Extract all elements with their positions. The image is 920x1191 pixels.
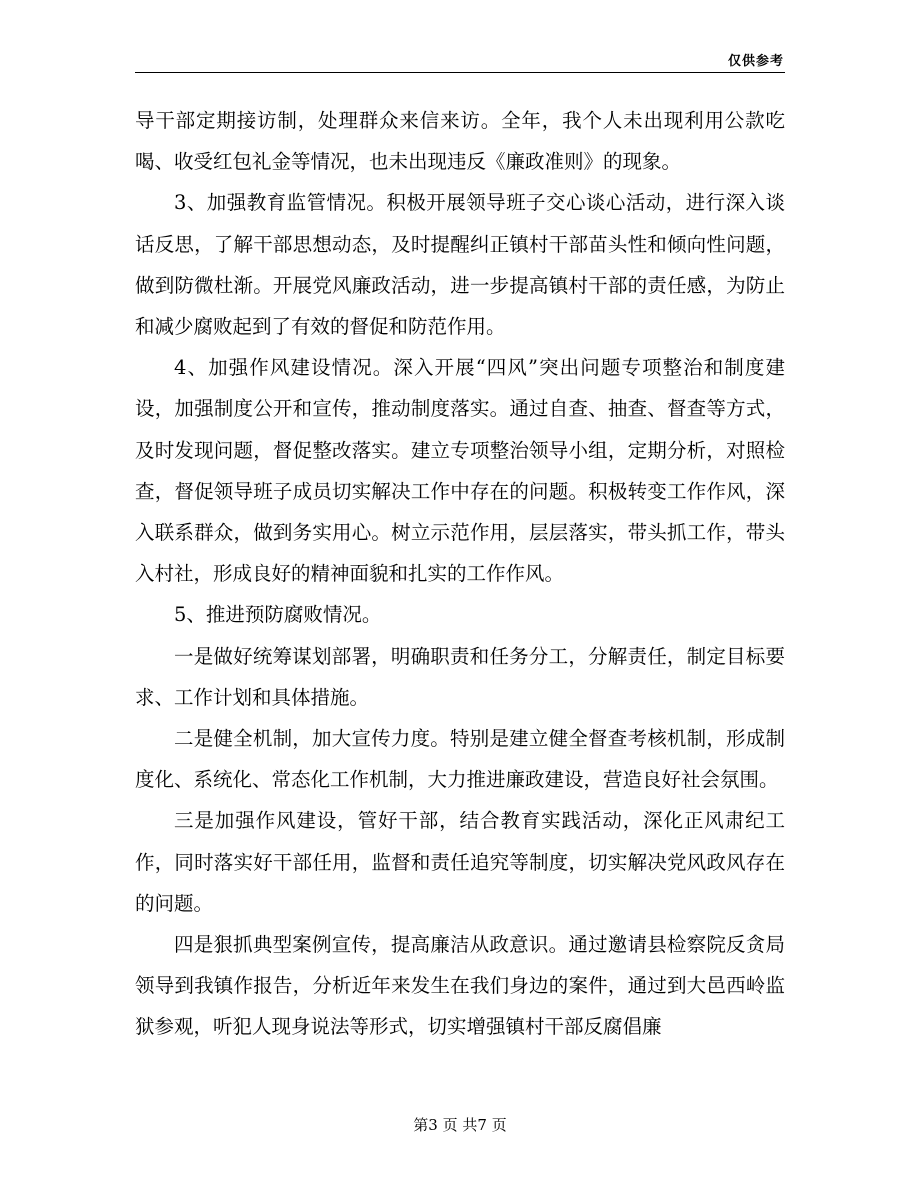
paragraph-item-one: 一是做好统筹谋划部署，明确职责和任务分工，分解责任，制定目标要求、工作计划和具体措施。 — [135, 644, 785, 709]
paragraph-item-two: 二是健全机制，加大宣传力度。特别是建立健全督查考核机制，形成制度化、系统化、常态化工作机制，大力推进廉政建设，营造良好社会氛围。 — [135, 727, 785, 792]
header-label: 仅供参考 — [727, 54, 784, 69]
page-number: 第3 页 共7 页 — [413, 1116, 507, 1134]
paragraph-continuation: 导干部定期接访制，处理群众来信来访。全年，我个人未出现利用公款吃喝、收受红包礼金等情况，也未出现违反《廉政准则》的现象。 — [135, 109, 785, 174]
paragraph-work-style: 4、加强作风建设情况。深入开展“四风”突出问题专项整治和制度建设，加强制度公开和宣传，推动制度落实。通过自查、抽查、督查等方式，及时发现问题，督促整改落实。建立专项整治领导小组，定期分析，对照检查，督促领导班子成员切实解决工作中存在的问题。积极转变工作作风，深入联系群众，做到务实用心。树立示范作用，层层落实，带头抓工作，带头入村社，形成良好的精神面貌和扎实的工作作风。 — [135, 356, 785, 586]
paragraph-item-four: 四是狠抓典型案例宣传，提高廉洁从政意识。通过邀请县检察院反贪局领导到我镇作报告，分析近年来发生在我们身边的案件，通过到大邑西岭监狱参观，听犯人现身说法等形式，切实增强镇村干部反腐倡廉 — [135, 933, 785, 1039]
paragraph-item-three: 三是加强作风建设，管好干部，结合教育实践活动，深化正风肃纪工作，同时落实好干部任用，监督和责任追究等制度，切实解决党风政风存在的问题。 — [135, 809, 785, 915]
header-divider — [135, 72, 785, 73]
document-body — [135, 100, 785, 1048]
paragraph-corruption-prevention-heading: 5、推进预防腐败情况。 — [174, 603, 382, 627]
paragraph-education-supervision: 3、加强教育监管情况。积极开展领导班子交心谈心活动，进行深入谈话反思，了解干部思想动态，及时提醒纠正镇村干部苗头性和倾向性问题，做到防微杜渐。开展党风廉政活动，进一步提高镇村干部的责任感，为防止和减少腐败起到了有效的督促和防范作用。 — [135, 191, 785, 339]
